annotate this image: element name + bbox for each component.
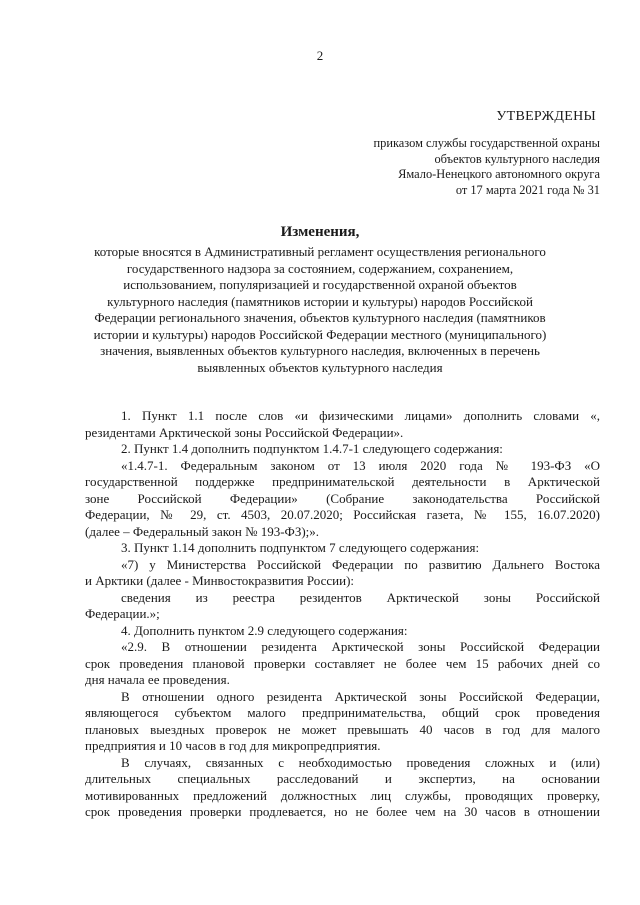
body-line: В случаях, связанных с необходимостью проведения сложных и (или) (121, 754, 600, 770)
body-line: «7) у Министерства Российской Федерации по развитию Дальнего Востока (121, 556, 600, 572)
body-line: и Арктики (далее - Минвостокразвития России): (85, 573, 355, 588)
body-line: мотивированных предложений должностных лиц службы, проводящих проверку, (85, 787, 600, 803)
decree-reference (374, 136, 600, 198)
body-line: предприятия и 10 часов в год для микропредприятия. (85, 738, 381, 753)
decree-line: объектов культурного наследия (434, 151, 600, 166)
body-line: 2. Пункт 1.4 дополнить подпунктом 1.4.7-1 следующего содержания: (121, 441, 503, 456)
approval-heading: УТВЕРЖДЕНЫ (496, 109, 596, 124)
body-line: являющегося субъектом малого предпринимательства, общий срок проведения (85, 705, 600, 720)
decree-date-line: от 17 марта 2021 года № 31 (455, 182, 600, 197)
body-line: «1.4.7-1. Федеральным законом от 13 июля 2020 года № 193-ФЗ «О (121, 457, 600, 473)
body-line: 4. Дополнить пунктом 2.9 следующего содержания: (121, 622, 408, 638)
body-line: В отношении одного резидента Арктической зоны Российской Федерации, (121, 688, 600, 704)
document-title: Изменения, (280, 224, 360, 240)
body-line: дня начала ее проведения. (85, 672, 230, 687)
body-line: (далее – Федеральный закон № 193-ФЗ);». (85, 523, 320, 539)
subtitle-line: использованием, популяризацией и государственной охраной объектов (123, 277, 517, 292)
body-line: Федерации.»; (85, 606, 160, 621)
subtitle-line: выявленных объектов культурного наследия (197, 359, 443, 375)
document-subtitle (0, 244, 640, 376)
page-number: 2 (316, 48, 324, 63)
body-line: 3. Пункт 1.14 дополнить подпунктом 7 следующего содержания: (121, 540, 480, 555)
body-line: зоне Российской Федерации» (Собрание законодательства Российской (85, 490, 600, 506)
subtitle-line: государственного надзора за состоянием, содержанием, сохранением, (126, 260, 514, 276)
body-line: срок проведения плановой проверки составляет не более чем 15 рабочих дней со (85, 655, 600, 671)
body-line: резидентами Арктической зоны Российской Федерации». (85, 424, 404, 440)
subtitle-line: Федерации регионального значения, объектов культурного наследия (памятников (94, 310, 546, 325)
body-line: государственной поддержке предпринимательской деятельности в Арктической (85, 474, 600, 489)
body-line: сведения из реестра резидентов Арктической зоны Российской (121, 589, 600, 605)
subtitle-line: которые вносятся в Административный регламент осуществления регионального (94, 244, 546, 259)
body-line: срок проведения проверки продлевается, но не более чем на 30 часов в отношении (85, 804, 600, 819)
subtitle-line: истории и культуры) народов Российской Федерации местного (муниципального) (93, 326, 547, 342)
decree-line: приказом службы государственной охраны (373, 136, 600, 150)
body-line: «2.9. В отношении резидента Арктической зоны Российской Федерации (121, 639, 600, 654)
body-line: длительных специальных расследований и экспертиз, на основании (85, 771, 600, 786)
body-line: плановых выездных проверок не может превышать 40 часов в год для малого (85, 721, 600, 737)
subtitle-line: культурного наследия (памятников истории и культуры) народов Российской (107, 293, 533, 309)
decree-line: Ямало-Ненецкого автономного округа (398, 167, 600, 181)
body-line: 1. Пункт 1.1 после слов «и физическими лицами» дополнить словами «, (121, 408, 600, 423)
document-body (85, 408, 600, 821)
body-line: Федерации, № 29, ст. 4503, 20.07.2020; Российская газета, № 155, 16.07.2020) (85, 507, 600, 522)
subtitle-line: значения, выявленных объектов культурного наследия, включенных в перечень (100, 343, 540, 358)
